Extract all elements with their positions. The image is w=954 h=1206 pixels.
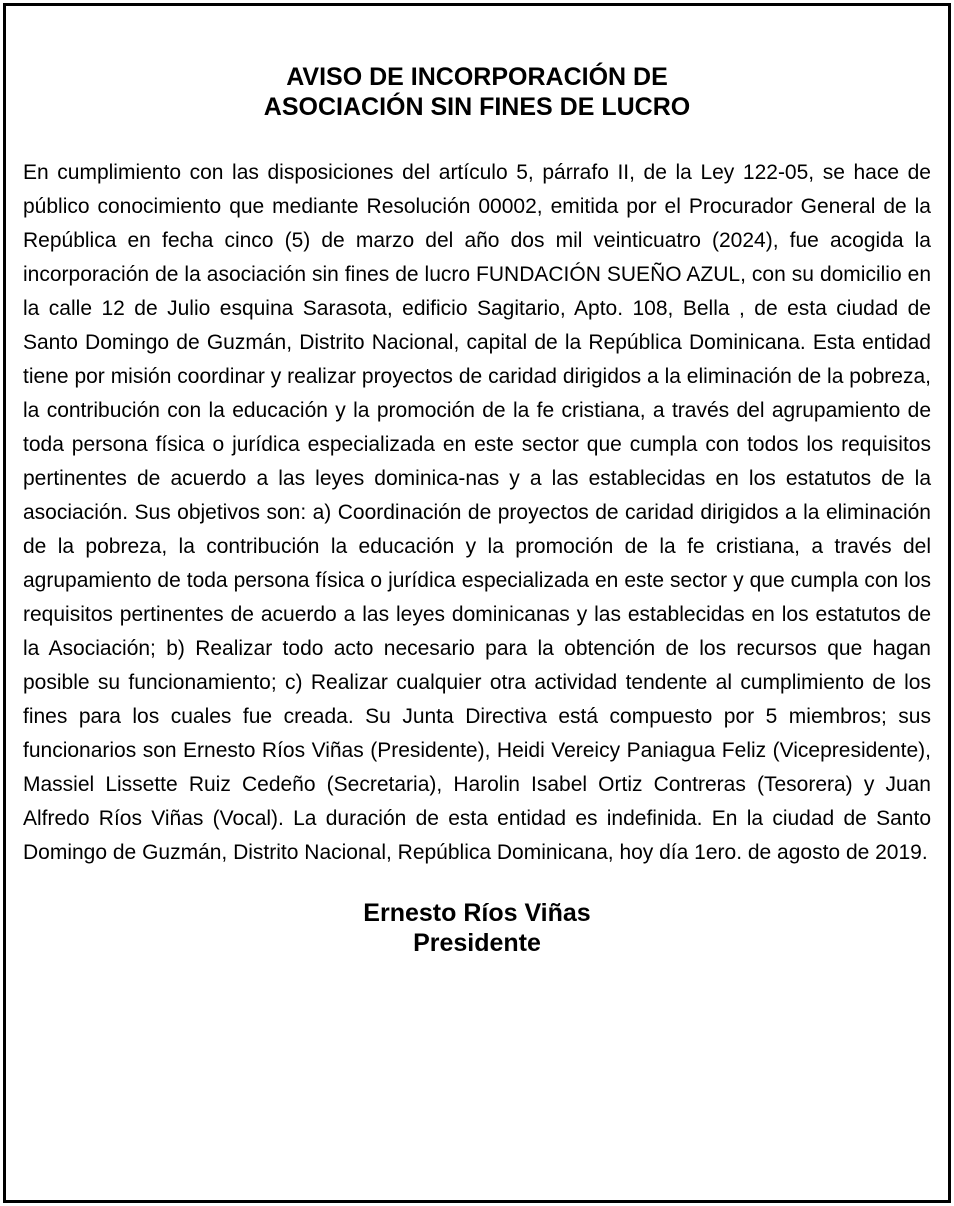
- notice-body: En cumplimiento con las disposiciones del artículo 5, párrafo II, de la Ley 122-05, se hace de público conocimiento que mediante Resolución 00002, emitida por el Procurador General de la República en fecha cinco (5) de marzo del año dos mil veinticuatro (2024), fue acogida la incorporación de la asociación sin fines de lucro FUNDACIÓN SUEÑO AZUL, con su domicilio en la calle 12 de Julio esquina Sarasota, edificio Sagitario, Apto. 108, Bella , de esta ciudad de Santo Domingo de Guzmán, Distrito Nacional, capital de la República Dominicana. Esta entidad tiene por misión coordinar y realizar proyectos de caridad dirigidos a la eliminación de la pobreza, la contribución con la educación y la promoción de la fe cristiana, a través del agrupamiento de toda persona física o jurídica especializada en este sector que cumpla con todos los requisitos pertinentes de acuerdo a las leyes dominica-nas y a las establecidas en los estatutos de la asociación. Sus objetivos son: a) Coordinación de proyectos de caridad dirigidos a la eliminación de la pobreza, la contribución la educación y la promoción de la fe cristiana, a través del agrupamiento de toda persona física o jurídica especializada en este sector y que cumpla con los requisitos pertinentes de acuerdo a las leyes dominicanas y las establecidas en los estatutos de la Asociación; b) Realizar todo acto necesario para la obtención de los recursos que hagan posible su funcionamiento; c) Realizar cualquier otra actividad tendente al cumplimiento de los fines para los cuales fue creada. Su Junta Directiva está compuesto por 5 miembros; sus funcionarios son Ernesto Ríos Viñas (Presidente), Heidi Vereicy Paniagua Feliz (Vicepresidente), Massiel Lissette Ruiz Cedeño (Secretaria), Harolin Isabel Ortiz Contreras (Tesorera) y Juan Alfredo Ríos Viñas (Vocal). La duración de esta entidad es indefinida. En la ciudad de Santo Domingo de Guzmán, Distrito Nacional, República Dominicana, hoy día 1ero. de agosto de 2019.: [23, 161, 931, 864]
- notice-frame: [3, 3, 951, 1203]
- signature-block: [6, 898, 948, 958]
- title-line-1: AVISO DE INCORPORACIÓN DE: [286, 63, 668, 91]
- title-line-2: ASOCIACIÓN SIN FINES DE LUCRO: [263, 93, 691, 121]
- notice-title: [6, 62, 948, 122]
- signature-name: Ernesto Ríos Viñas: [363, 899, 591, 927]
- signature-role: Presidente: [413, 929, 541, 957]
